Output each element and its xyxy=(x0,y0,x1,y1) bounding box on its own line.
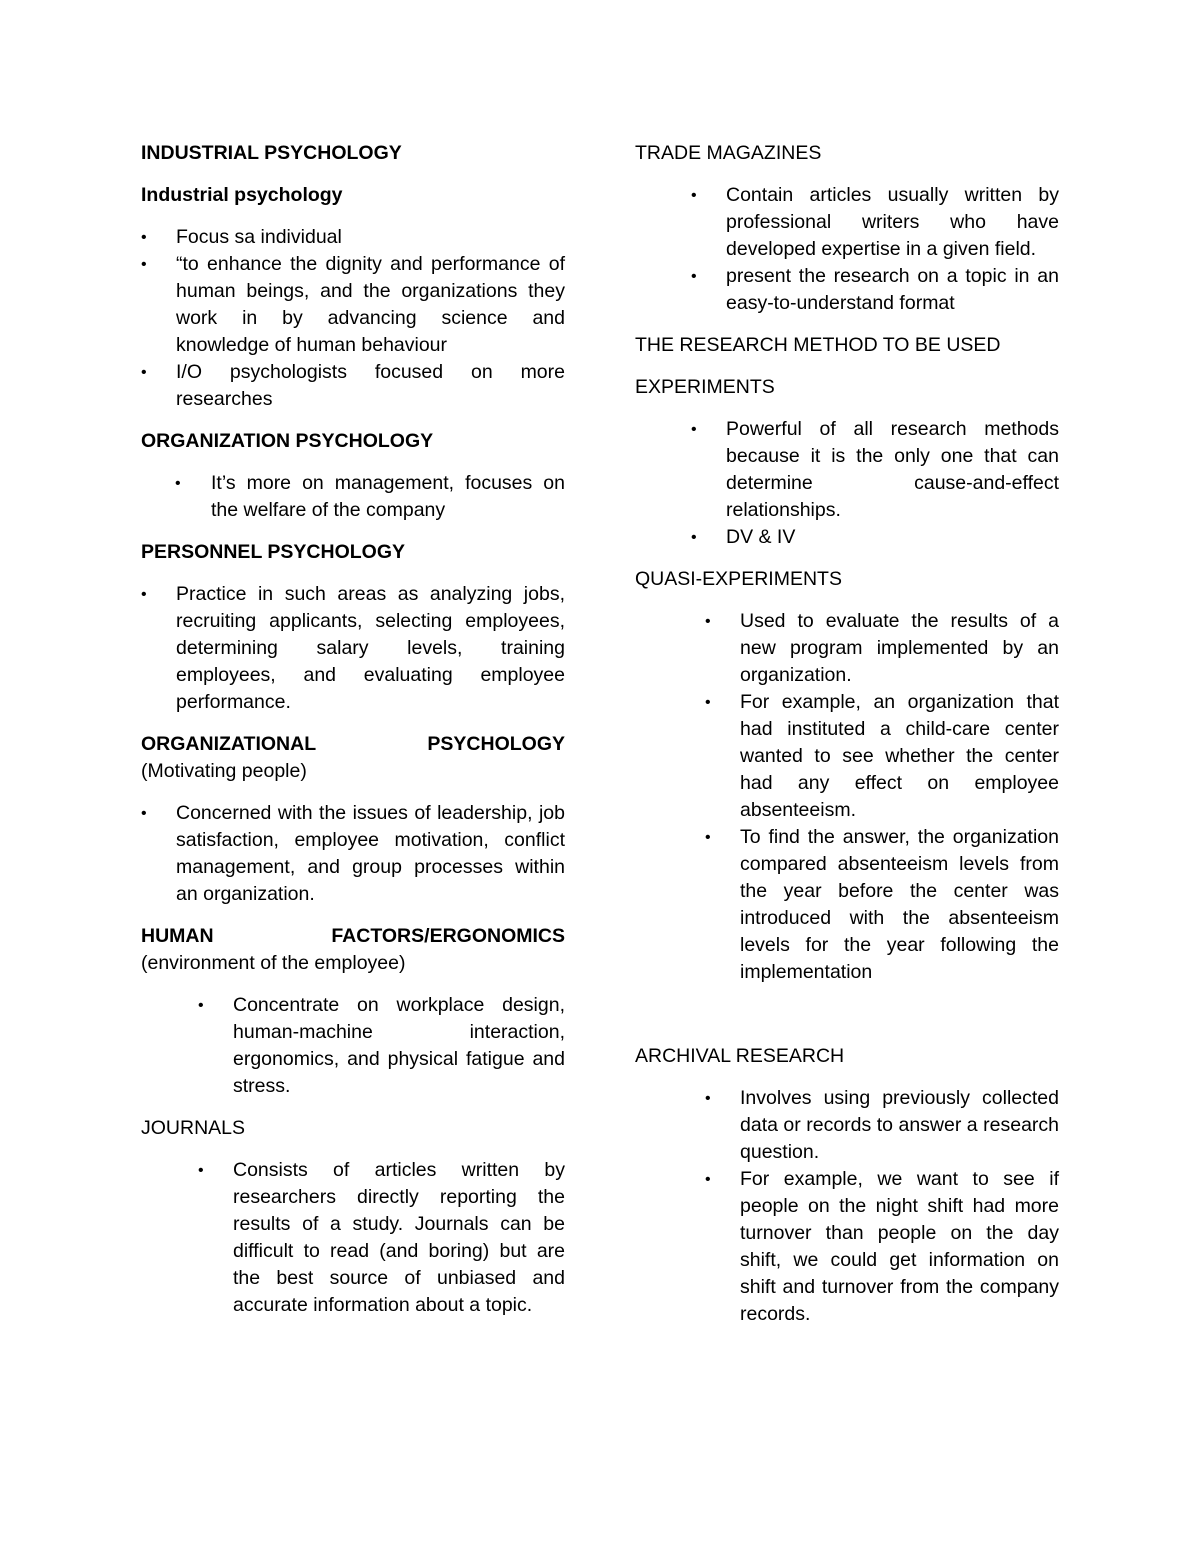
bullet-icon: • xyxy=(198,1162,204,1179)
spacer xyxy=(635,1001,1059,1043)
list-item xyxy=(141,224,565,251)
journals-list xyxy=(141,1157,565,1319)
list-item xyxy=(141,581,565,716)
list-item xyxy=(635,689,1059,824)
list-item xyxy=(141,1157,565,1319)
list-item-text: Used to evaluate the results of a new program implemented by an organization. xyxy=(740,610,1059,686)
bullet-icon: • xyxy=(691,268,697,285)
bullet-icon: • xyxy=(705,829,711,846)
organizational-psychology-block xyxy=(141,731,565,785)
bullet-icon: • xyxy=(691,187,697,204)
list-item xyxy=(635,524,1059,551)
organization-psychology-list xyxy=(141,470,565,524)
bullet-icon: • xyxy=(691,421,697,438)
list-item-text: Focus sa individual xyxy=(176,226,342,248)
bullet-icon: • xyxy=(705,694,711,711)
bullet-icon: • xyxy=(691,529,697,546)
list-item xyxy=(635,824,1059,986)
list-item-text: Practice in such areas as analyzing jobs, recruiting applicants, selecting employees, determining salary levels, training employees, and evaluating employee performance. xyxy=(176,583,565,713)
human-factors-heading: HUMAN FACTORS/ERGONOMICS xyxy=(141,925,565,947)
list-item-text: For example, an organization that had instituted a child-care center wanted to see whether the center had any effect on employee absenteeism. xyxy=(740,691,1059,821)
quasi-experiments-list xyxy=(635,608,1059,986)
list-item-text: Consists of articles written by researchers directly reporting the results of a study. Journals can be difficult to read (and boring) but are the best source of unbiased and accurate information about a topic. xyxy=(233,1159,565,1316)
organizational-psychology-list xyxy=(141,800,565,908)
archival-research-heading: ARCHIVAL RESEARCH xyxy=(635,1045,845,1067)
trade-magazines-heading: TRADE MAGAZINES xyxy=(635,142,822,164)
bullet-icon: • xyxy=(705,1090,711,1107)
bullet-icon: • xyxy=(141,229,147,246)
bullet-icon: • xyxy=(705,1171,711,1188)
list-item xyxy=(141,251,565,359)
bullet-icon: • xyxy=(705,613,711,630)
right-column xyxy=(635,140,1059,1343)
list-item-text: Powerful of all research methods because it is the only one that can determine cause-and-effect relationships. xyxy=(726,418,1059,521)
bullet-icon: • xyxy=(141,586,147,603)
journals-heading: JOURNALS xyxy=(141,1117,246,1139)
personnel-psychology-list xyxy=(141,581,565,716)
list-item-text: Involves using previously collected data or records to answer a research question. xyxy=(740,1087,1059,1163)
experiments-list xyxy=(635,416,1059,551)
list-item-text: DV & IV xyxy=(726,526,796,548)
list-item xyxy=(635,1166,1059,1328)
list-item-text: Contain articles usually written by professional writers who have developed expertise in a given field. xyxy=(726,184,1059,260)
experiments-heading: EXPERIMENTS xyxy=(635,376,775,398)
list-item-text: I/O psychologists focused on more researches xyxy=(176,361,565,410)
list-item-text: To find the answer, the organization compared absenteeism levels from the year before the center was introduced with the absenteeism levels for the year following the implementation xyxy=(740,826,1059,983)
industrial-psychology-list xyxy=(141,224,565,413)
list-item-text: It’s more on management, focuses on the welfare of the company xyxy=(211,472,565,521)
list-item xyxy=(141,992,565,1100)
list-item-text: Concentrate on workplace design, human-machine interaction, ergonomics, and physical fatigue and stress. xyxy=(233,994,565,1097)
quasi-experiments-heading: QUASI-EXPERIMENTS xyxy=(635,568,842,590)
human-factors-subtitle: (environment of the employee) xyxy=(141,952,406,974)
bullet-icon: • xyxy=(141,256,147,273)
human-factors-block xyxy=(141,923,565,977)
industrial-psychology-subheading: Industrial psychology xyxy=(141,184,343,206)
trade-magazines-list xyxy=(635,182,1059,317)
organizational-psychology-heading: ORGANIZATIONAL PSYCHOLOGY xyxy=(141,733,565,755)
bullet-icon: • xyxy=(175,475,181,492)
list-item-text: Concerned with the issues of leadership, job satisfaction, employee motivation, conflict management, and group processes within an organization. xyxy=(176,802,565,905)
list-item xyxy=(141,800,565,908)
list-item-text: “to enhance the dignity and performance of human beings, and the organizations they work in by advancing science and knowledge of human behaviour xyxy=(176,253,565,356)
organization-psychology-heading: ORGANIZATION PSYCHOLOGY xyxy=(141,430,434,452)
left-column xyxy=(141,140,565,1334)
list-item-text: For example, we want to see if people on the night shift had more turnover than people on the day shift, we could get information on shift and turnover from the company records. xyxy=(740,1168,1059,1325)
list-item xyxy=(635,263,1059,317)
bullet-icon: • xyxy=(141,364,147,381)
human-factors-list xyxy=(141,992,565,1100)
bullet-icon: • xyxy=(141,805,147,822)
list-item-text: present the research on a topic in an easy-to-understand format xyxy=(726,265,1059,314)
list-item xyxy=(635,182,1059,263)
list-item xyxy=(635,416,1059,524)
list-item xyxy=(635,608,1059,689)
archival-research-list xyxy=(635,1085,1059,1328)
industrial-psychology-heading: INDUSTRIAL PSYCHOLOGY xyxy=(141,142,402,164)
list-item xyxy=(635,1085,1059,1166)
personnel-psychology-heading: PERSONNEL PSYCHOLOGY xyxy=(141,541,406,563)
research-method-heading: THE RESEARCH METHOD TO BE USED xyxy=(635,334,1001,356)
list-item xyxy=(141,359,565,413)
list-item xyxy=(141,470,565,524)
organizational-psychology-subtitle: (Motivating people) xyxy=(141,760,307,782)
bullet-icon: • xyxy=(198,997,204,1014)
